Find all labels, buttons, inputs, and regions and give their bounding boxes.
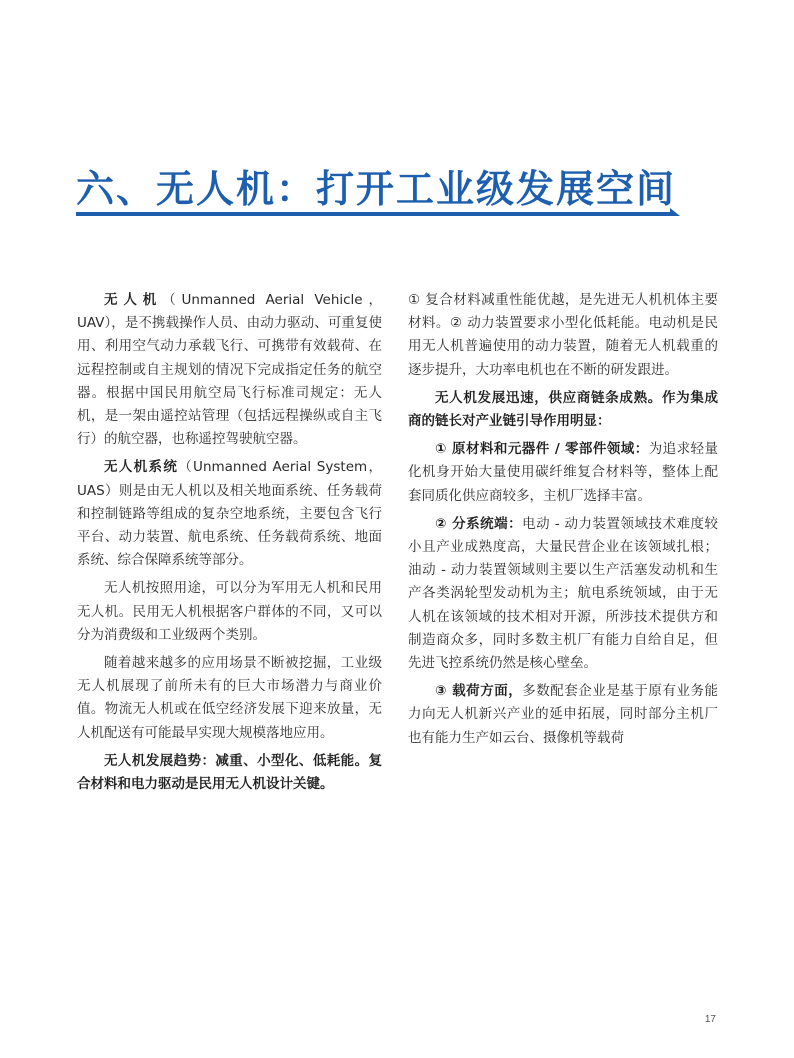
raw-materials-text: 为追求轻量化机身开始大量使用碳纤维复合材料等，整体上配套同质化供应商较多，主机厂选择丰富。 (408, 441, 719, 504)
title-block (76, 160, 676, 230)
left-column (77, 289, 382, 796)
paragraph-materials-power: ① 复合材料减重性能优越，是先进无人机机体主要材料。② 动力装置要求小型化低耗能。电动机是民用无人机普遍使用的动力装置，随着无人机载重的逐步提升，大功率电机也在不断的研发跟进。 (408, 292, 718, 378)
term-uas: 无人机系统 (104, 459, 179, 476)
paragraph-market-potential: 随着越来越多的应用场景不断被挖掘，工业级无人机展现了前所未有的巨大市场潜力与商业价值。物流无人机或在低空经济发展下迎来放量，无人机配送有可能最早实现大规模落地应用。 (77, 655, 382, 741)
uav-definition-text: （Unmanned Aerial Vehicle，UAV），是不携载操作人员、由动力驱动、可重复使用、利用空气动力承载飞行、可携带有效载荷、在远程控制或自主规划的情况下完成指定任务的航空器。根据中国民用航空局飞行标准司规定：无人机，是一架由遥控站管理（包括远程操纵或自主飞行）的航空器，也称遥控驾驶航空器。 (77, 292, 382, 448)
page-title: 六、无人机：打开工业级发展空间 (76, 167, 677, 211)
title-underline (76, 212, 672, 216)
payload-text: 多数配套企业是基于原有业务能力向无人机新兴产业的延申拓展，同时部分主机厂也有能力生产如云台、摄像机等载荷 (408, 683, 718, 746)
paragraph-uav-classification: 无人机按照用途，可以分为军用无人机和民用无人机。民用无人机根据客户群体的不同，又可以分为消费级和工业级两个类别。 (77, 580, 382, 643)
raw-materials-label: ① 原材料和元器件 / 零部件领域： (435, 441, 649, 458)
uas-definition-text: （Unmanned Aerial System，UAS）则是由无人机以及相关地面系统、任务载荷和控制链路等组成的复杂空地系统，主要包含飞行平台、动力装置、航电系统、任务载荷系统、地面系统、综合保障系统等部分。 (77, 459, 382, 569)
paragraph-development-trend: 无人机发展趋势：减重、小型化、低耗能。复合材料和电力驱动是民用无人机设计关键。 (77, 752, 382, 793)
subsystems-label: ② 分系统端： (435, 515, 523, 532)
paragraph-supply-chain-heading: 无人机发展迅速，供应商链条成熟。作为集成商的链长对产业链引导作用明显： (408, 389, 718, 430)
paragraph-subsystems (408, 513, 718, 675)
right-column (408, 289, 718, 750)
paragraph-uas-definition (77, 456, 382, 572)
payload-label: ③ 载荷方面， (435, 683, 523, 700)
page-number: 17 (704, 1014, 716, 1025)
paragraph-raw-materials (408, 438, 718, 508)
paragraph-payload (408, 680, 718, 750)
term-uav: 无人机 (104, 292, 163, 308)
paragraph-uav-definition (77, 289, 382, 451)
subsystems-text: 电动 - 动力装置领域技术难度较小且产业成熟度高，大量民营企业在该领域扎根；油动 - 动力装置领域则主要以生产活塞发动机和生产各类涡轮型发动机为主；航电系统领域，由于无人机在该领域的技术相对开源，所涉技术提供方和制造商众多，同时多数主机厂有能力自给自足，但先进飞控系统仍然是核心壁垒。 (408, 515, 718, 672)
